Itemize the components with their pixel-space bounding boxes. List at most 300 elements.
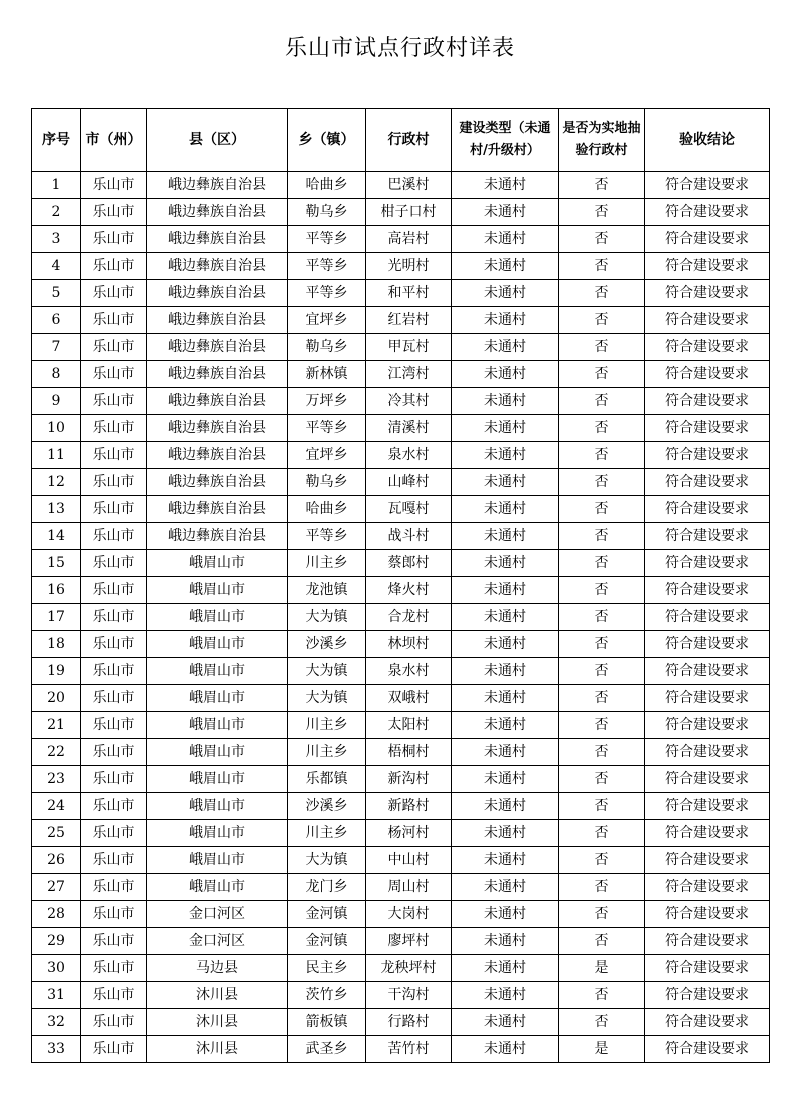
cell-county: 峨眉山市 — [147, 550, 288, 577]
cell-construction-type: 未通村 — [452, 1009, 559, 1036]
cell-city: 乐山市 — [81, 631, 147, 658]
table-row — [32, 658, 770, 685]
cell-village: 柑子口村 — [366, 199, 452, 226]
cell-county: 峨眉山市 — [147, 712, 288, 739]
cell-inspected: 否 — [559, 334, 645, 361]
cell-township: 哈曲乡 — [288, 496, 366, 523]
cell-county: 沐川县 — [147, 1036, 288, 1063]
cell-county: 峨边彝族自治县 — [147, 496, 288, 523]
cell-township: 箭板镇 — [288, 1009, 366, 1036]
cell-county: 峨眉山市 — [147, 604, 288, 631]
cell-result: 符合建设要求 — [645, 604, 770, 631]
cell-city: 乐山市 — [81, 739, 147, 766]
cell-inspected: 否 — [559, 901, 645, 928]
table-row — [32, 415, 770, 442]
cell-result: 符合建设要求 — [645, 712, 770, 739]
cell-result: 符合建设要求 — [645, 577, 770, 604]
cell-township: 川主乡 — [288, 739, 366, 766]
cell-result: 符合建设要求 — [645, 847, 770, 874]
cell-result: 符合建设要求 — [645, 361, 770, 388]
cell-construction-type: 未通村 — [452, 739, 559, 766]
cell-result: 符合建设要求 — [645, 253, 770, 280]
table-row — [32, 307, 770, 334]
cell-index: 2 — [32, 199, 81, 226]
cell-township: 武圣乡 — [288, 1036, 366, 1063]
cell-inspected: 否 — [559, 253, 645, 280]
cell-construction-type: 未通村 — [452, 847, 559, 874]
cell-index: 26 — [32, 847, 81, 874]
table-row — [32, 739, 770, 766]
cell-inspected: 否 — [559, 847, 645, 874]
cell-construction-type: 未通村 — [452, 577, 559, 604]
cell-township: 勒乌乡 — [288, 469, 366, 496]
cell-result: 符合建设要求 — [645, 874, 770, 901]
cell-city: 乐山市 — [81, 658, 147, 685]
table-row — [32, 1009, 770, 1036]
cell-construction-type: 未通村 — [452, 928, 559, 955]
cell-village: 和平村 — [366, 280, 452, 307]
cell-county: 峨眉山市 — [147, 577, 288, 604]
cell-construction-type: 未通村 — [452, 361, 559, 388]
cell-township: 茨竹乡 — [288, 982, 366, 1009]
cell-village: 周山村 — [366, 874, 452, 901]
cell-township: 勒乌乡 — [288, 334, 366, 361]
cell-result: 符合建设要求 — [645, 469, 770, 496]
cell-township: 大为镇 — [288, 847, 366, 874]
table-row — [32, 550, 770, 577]
cell-city: 乐山市 — [81, 226, 147, 253]
cell-result: 符合建设要求 — [645, 658, 770, 685]
header-village: 行政村 — [366, 109, 452, 172]
cell-result: 符合建设要求 — [645, 523, 770, 550]
cell-township: 川主乡 — [288, 712, 366, 739]
cell-result: 符合建设要求 — [645, 901, 770, 928]
header-construction-type: 建设类型（未通村/升级村） — [452, 109, 559, 172]
table-row — [32, 820, 770, 847]
cell-township: 沙溪乡 — [288, 793, 366, 820]
cell-township: 勒乌乡 — [288, 199, 366, 226]
table-row — [32, 874, 770, 901]
cell-result: 符合建设要求 — [645, 766, 770, 793]
cell-city: 乐山市 — [81, 523, 147, 550]
cell-city: 乐山市 — [81, 955, 147, 982]
table-row — [32, 685, 770, 712]
table-body — [32, 172, 770, 1063]
cell-inspected: 是 — [559, 955, 645, 982]
cell-village: 光明村 — [366, 253, 452, 280]
cell-township: 宜坪乡 — [288, 307, 366, 334]
cell-city: 乐山市 — [81, 820, 147, 847]
cell-township: 万坪乡 — [288, 388, 366, 415]
cell-city: 乐山市 — [81, 361, 147, 388]
cell-inspected: 否 — [559, 280, 645, 307]
cell-construction-type: 未通村 — [452, 901, 559, 928]
cell-index: 25 — [32, 820, 81, 847]
cell-city: 乐山市 — [81, 766, 147, 793]
cell-index: 3 — [32, 226, 81, 253]
cell-county: 峨眉山市 — [147, 820, 288, 847]
cell-inspected: 否 — [559, 874, 645, 901]
cell-index: 15 — [32, 550, 81, 577]
cell-construction-type: 未通村 — [452, 442, 559, 469]
cell-city: 乐山市 — [81, 388, 147, 415]
cell-index: 4 — [32, 253, 81, 280]
cell-index: 10 — [32, 415, 81, 442]
cell-result: 符合建设要求 — [645, 280, 770, 307]
cell-city: 乐山市 — [81, 442, 147, 469]
cell-index: 8 — [32, 361, 81, 388]
cell-township: 乐都镇 — [288, 766, 366, 793]
cell-result: 符合建设要求 — [645, 1036, 770, 1063]
cell-result: 符合建设要求 — [645, 550, 770, 577]
cell-construction-type: 未通村 — [452, 523, 559, 550]
table-row — [32, 631, 770, 658]
cell-village: 山峰村 — [366, 469, 452, 496]
table-header-row — [32, 109, 770, 172]
cell-inspected: 否 — [559, 226, 645, 253]
cell-inspected: 否 — [559, 982, 645, 1009]
cell-index: 14 — [32, 523, 81, 550]
cell-index: 7 — [32, 334, 81, 361]
cell-inspected: 是 — [559, 1036, 645, 1063]
cell-inspected: 否 — [559, 928, 645, 955]
cell-village: 行路村 — [366, 1009, 452, 1036]
cell-construction-type: 未通村 — [452, 280, 559, 307]
cell-township: 宜坪乡 — [288, 442, 366, 469]
cell-construction-type: 未通村 — [452, 658, 559, 685]
cell-inspected: 否 — [559, 550, 645, 577]
cell-result: 符合建设要求 — [645, 442, 770, 469]
cell-index: 17 — [32, 604, 81, 631]
cell-index: 16 — [32, 577, 81, 604]
cell-city: 乐山市 — [81, 199, 147, 226]
cell-result: 符合建设要求 — [645, 793, 770, 820]
cell-village: 合龙村 — [366, 604, 452, 631]
table-row — [32, 523, 770, 550]
cell-township: 川主乡 — [288, 550, 366, 577]
cell-inspected: 否 — [559, 361, 645, 388]
cell-construction-type: 未通村 — [452, 793, 559, 820]
cell-construction-type: 未通村 — [452, 253, 559, 280]
cell-construction-type: 未通村 — [452, 766, 559, 793]
cell-inspected: 否 — [559, 199, 645, 226]
cell-index: 9 — [32, 388, 81, 415]
table-row — [32, 361, 770, 388]
header-city: 市（州） — [81, 109, 147, 172]
table-row — [32, 793, 770, 820]
header-result: 验收结论 — [645, 109, 770, 172]
cell-index: 1 — [32, 172, 81, 199]
header-township: 乡（镇） — [288, 109, 366, 172]
table-row — [32, 253, 770, 280]
cell-inspected: 否 — [559, 604, 645, 631]
cell-construction-type: 未通村 — [452, 982, 559, 1009]
cell-construction-type: 未通村 — [452, 550, 559, 577]
header-inspected: 是否为实地抽验行政村 — [559, 109, 645, 172]
table-row — [32, 496, 770, 523]
cell-city: 乐山市 — [81, 253, 147, 280]
cell-township: 大为镇 — [288, 685, 366, 712]
table-row — [32, 1036, 770, 1063]
cell-city: 乐山市 — [81, 982, 147, 1009]
cell-village: 烽火村 — [366, 577, 452, 604]
cell-village: 大岗村 — [366, 901, 452, 928]
cell-result: 符合建设要求 — [645, 820, 770, 847]
cell-construction-type: 未通村 — [452, 820, 559, 847]
cell-township: 川主乡 — [288, 820, 366, 847]
cell-index: 30 — [32, 955, 81, 982]
cell-index: 11 — [32, 442, 81, 469]
cell-county: 峨边彝族自治县 — [147, 253, 288, 280]
cell-construction-type: 未通村 — [452, 874, 559, 901]
cell-index: 13 — [32, 496, 81, 523]
cell-village: 战斗村 — [366, 523, 452, 550]
cell-county: 金口河区 — [147, 928, 288, 955]
cell-result: 符合建设要求 — [645, 1009, 770, 1036]
cell-construction-type: 未通村 — [452, 1036, 559, 1063]
cell-village: 中山村 — [366, 847, 452, 874]
table-row — [32, 334, 770, 361]
cell-county: 峨眉山市 — [147, 685, 288, 712]
cell-village: 太阳村 — [366, 712, 452, 739]
table-row — [32, 577, 770, 604]
cell-inspected: 否 — [559, 415, 645, 442]
cell-county: 峨眉山市 — [147, 793, 288, 820]
cell-village: 双峨村 — [366, 685, 452, 712]
cell-inspected: 否 — [559, 172, 645, 199]
table-row — [32, 847, 770, 874]
cell-county: 沐川县 — [147, 982, 288, 1009]
cell-construction-type: 未通村 — [452, 415, 559, 442]
cell-index: 6 — [32, 307, 81, 334]
cell-village: 龙秧坪村 — [366, 955, 452, 982]
cell-village: 高岩村 — [366, 226, 452, 253]
cell-index: 24 — [32, 793, 81, 820]
cell-city: 乐山市 — [81, 874, 147, 901]
cell-result: 符合建设要求 — [645, 307, 770, 334]
cell-county: 金口河区 — [147, 901, 288, 928]
cell-county: 峨眉山市 — [147, 739, 288, 766]
cell-county: 峨边彝族自治县 — [147, 388, 288, 415]
cell-index: 27 — [32, 874, 81, 901]
cell-township: 龙门乡 — [288, 874, 366, 901]
cell-city: 乐山市 — [81, 334, 147, 361]
cell-county: 峨边彝族自治县 — [147, 469, 288, 496]
cell-county: 峨边彝族自治县 — [147, 523, 288, 550]
cell-construction-type: 未通村 — [452, 955, 559, 982]
cell-city: 乐山市 — [81, 550, 147, 577]
cell-county: 峨眉山市 — [147, 874, 288, 901]
cell-inspected: 否 — [559, 712, 645, 739]
cell-township: 平等乡 — [288, 253, 366, 280]
cell-index: 31 — [32, 982, 81, 1009]
cell-township: 龙池镇 — [288, 577, 366, 604]
cell-county: 峨边彝族自治县 — [147, 415, 288, 442]
header-county: 县（区） — [147, 109, 288, 172]
cell-township: 哈曲乡 — [288, 172, 366, 199]
cell-inspected: 否 — [559, 820, 645, 847]
cell-village: 梧桐村 — [366, 739, 452, 766]
table-row — [32, 172, 770, 199]
cell-construction-type: 未通村 — [452, 604, 559, 631]
cell-index: 19 — [32, 658, 81, 685]
cell-result: 符合建设要求 — [645, 226, 770, 253]
cell-index: 32 — [32, 1009, 81, 1036]
cell-county: 峨边彝族自治县 — [147, 361, 288, 388]
cell-inspected: 否 — [559, 307, 645, 334]
cell-index: 33 — [32, 1036, 81, 1063]
cell-city: 乐山市 — [81, 793, 147, 820]
cell-result: 符合建设要求 — [645, 685, 770, 712]
cell-index: 18 — [32, 631, 81, 658]
cell-construction-type: 未通村 — [452, 334, 559, 361]
cell-county: 峨边彝族自治县 — [147, 226, 288, 253]
cell-inspected: 否 — [559, 658, 645, 685]
cell-township: 平等乡 — [288, 415, 366, 442]
cell-construction-type: 未通村 — [452, 388, 559, 415]
table-row — [32, 388, 770, 415]
cell-village: 干沟村 — [366, 982, 452, 1009]
cell-city: 乐山市 — [81, 172, 147, 199]
cell-construction-type: 未通村 — [452, 496, 559, 523]
cell-city: 乐山市 — [81, 280, 147, 307]
cell-index: 20 — [32, 685, 81, 712]
table-row — [32, 955, 770, 982]
cell-village: 泉水村 — [366, 442, 452, 469]
cell-county: 峨边彝族自治县 — [147, 172, 288, 199]
cell-township: 新林镇 — [288, 361, 366, 388]
cell-result: 符合建设要求 — [645, 928, 770, 955]
cell-construction-type: 未通村 — [452, 631, 559, 658]
cell-village: 新沟村 — [366, 766, 452, 793]
cell-index: 21 — [32, 712, 81, 739]
cell-city: 乐山市 — [81, 307, 147, 334]
cell-township: 平等乡 — [288, 523, 366, 550]
cell-inspected: 否 — [559, 739, 645, 766]
cell-index: 5 — [32, 280, 81, 307]
cell-inspected: 否 — [559, 496, 645, 523]
table-row — [32, 604, 770, 631]
cell-village: 冷其村 — [366, 388, 452, 415]
cell-result: 符合建设要求 — [645, 199, 770, 226]
page-title: 乐山市试点行政村详表 — [284, 36, 515, 61]
cell-township: 平等乡 — [288, 280, 366, 307]
cell-inspected: 否 — [559, 442, 645, 469]
cell-county: 峨边彝族自治县 — [147, 199, 288, 226]
cell-inspected: 否 — [559, 577, 645, 604]
cell-village: 林坝村 — [366, 631, 452, 658]
cell-construction-type: 未通村 — [452, 307, 559, 334]
cell-inspected: 否 — [559, 766, 645, 793]
cell-county: 峨眉山市 — [147, 847, 288, 874]
cell-county: 峨边彝族自治县 — [147, 442, 288, 469]
cell-city: 乐山市 — [81, 1009, 147, 1036]
cell-construction-type: 未通村 — [452, 226, 559, 253]
cell-township: 平等乡 — [288, 226, 366, 253]
cell-result: 符合建设要求 — [645, 955, 770, 982]
cell-city: 乐山市 — [81, 496, 147, 523]
table-row — [32, 469, 770, 496]
cell-inspected: 否 — [559, 388, 645, 415]
cell-village: 蔡郎村 — [366, 550, 452, 577]
cell-township: 民主乡 — [288, 955, 366, 982]
cell-county: 峨边彝族自治县 — [147, 307, 288, 334]
cell-city: 乐山市 — [81, 1036, 147, 1063]
cell-village: 泉水村 — [366, 658, 452, 685]
village-detail-table — [31, 108, 770, 1063]
cell-inspected: 否 — [559, 523, 645, 550]
cell-county: 峨边彝族自治县 — [147, 334, 288, 361]
table-row — [32, 226, 770, 253]
cell-township: 大为镇 — [288, 604, 366, 631]
cell-construction-type: 未通村 — [452, 199, 559, 226]
cell-index: 23 — [32, 766, 81, 793]
cell-city: 乐山市 — [81, 847, 147, 874]
cell-result: 符合建设要求 — [645, 982, 770, 1009]
table-row — [32, 901, 770, 928]
cell-village: 红岩村 — [366, 307, 452, 334]
cell-result: 符合建设要求 — [645, 334, 770, 361]
cell-inspected: 否 — [559, 685, 645, 712]
cell-inspected: 否 — [559, 1009, 645, 1036]
cell-village: 新路村 — [366, 793, 452, 820]
cell-county: 峨边彝族自治县 — [147, 280, 288, 307]
cell-township: 沙溪乡 — [288, 631, 366, 658]
table-row — [32, 928, 770, 955]
table-row — [32, 982, 770, 1009]
cell-city: 乐山市 — [81, 415, 147, 442]
cell-city: 乐山市 — [81, 577, 147, 604]
cell-township: 金河镇 — [288, 928, 366, 955]
cell-village: 甲瓦村 — [366, 334, 452, 361]
table-row — [32, 766, 770, 793]
cell-village: 杨河村 — [366, 820, 452, 847]
cell-township: 金河镇 — [288, 901, 366, 928]
table-row — [32, 712, 770, 739]
cell-county: 马边县 — [147, 955, 288, 982]
cell-result: 符合建设要求 — [645, 388, 770, 415]
cell-index: 29 — [32, 928, 81, 955]
cell-city: 乐山市 — [81, 928, 147, 955]
cell-village: 廖坪村 — [366, 928, 452, 955]
cell-index: 12 — [32, 469, 81, 496]
cell-city: 乐山市 — [81, 469, 147, 496]
cell-result: 符合建设要求 — [645, 172, 770, 199]
cell-construction-type: 未通村 — [452, 712, 559, 739]
cell-village: 清溪村 — [366, 415, 452, 442]
table-row — [32, 199, 770, 226]
cell-construction-type: 未通村 — [452, 172, 559, 199]
cell-city: 乐山市 — [81, 712, 147, 739]
cell-construction-type: 未通村 — [452, 685, 559, 712]
cell-township: 大为镇 — [288, 658, 366, 685]
cell-result: 符合建设要求 — [645, 415, 770, 442]
table-row — [32, 280, 770, 307]
cell-index: 22 — [32, 739, 81, 766]
cell-inspected: 否 — [559, 469, 645, 496]
cell-village: 江湾村 — [366, 361, 452, 388]
cell-city: 乐山市 — [81, 901, 147, 928]
cell-inspected: 否 — [559, 793, 645, 820]
table-row — [32, 442, 770, 469]
cell-result: 符合建设要求 — [645, 631, 770, 658]
cell-county: 沐川县 — [147, 1009, 288, 1036]
cell-city: 乐山市 — [81, 604, 147, 631]
cell-county: 峨眉山市 — [147, 631, 288, 658]
cell-index: 28 — [32, 901, 81, 928]
cell-result: 符合建设要求 — [645, 496, 770, 523]
cell-result: 符合建设要求 — [645, 739, 770, 766]
